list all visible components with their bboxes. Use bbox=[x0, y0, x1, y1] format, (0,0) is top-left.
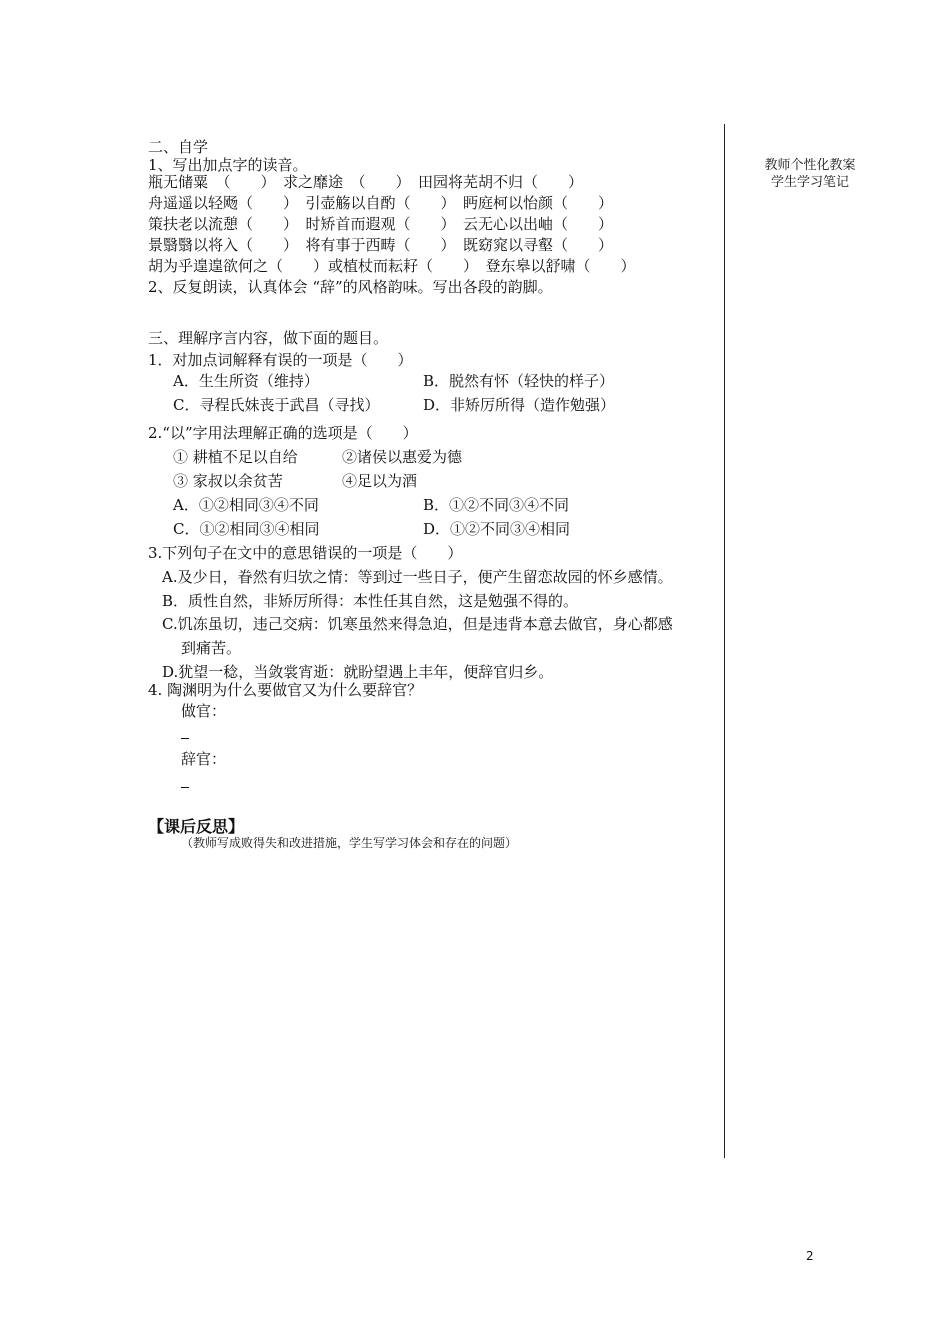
q2-option-a: A．①②相同③④不同 bbox=[173, 496, 319, 514]
q2-item-2: ②诸侯以惠爱为德 bbox=[342, 448, 463, 466]
answer-line bbox=[181, 787, 189, 788]
section3-heading: 三、理解序言内容，做下面的题目。 bbox=[148, 329, 389, 347]
q1-row-5: 胡为乎遑遑欲何之（ ）或植杖而耘耔（ ） 登东皋以舒啸（ ） bbox=[148, 257, 636, 275]
reflection-heading: 【课后反思】 bbox=[148, 817, 245, 836]
section3-q2-title: 2.“以”字用法理解正确的选项是（ ） bbox=[148, 424, 418, 442]
section3-q3-title: 3.下列句子在文中的意思错误的一项是（ ） bbox=[148, 544, 463, 562]
section3-q4-title: 4. 陶渊明为什么要做官又为什么要辞官？ bbox=[148, 681, 423, 699]
q2-item-3: ③ 家叔以余贫苦 bbox=[173, 472, 283, 490]
q1-row-4: 景翳翳以将入（ ） 将有事于西畴（ ） 既窈窕以寻壑（ ） bbox=[148, 236, 614, 254]
q1-option-d: D．非矫厉所得（造作勉强） bbox=[423, 396, 616, 414]
q1-row-1: 瓶无储粟 （ ） 求之靡途 （ ） 田园将芜胡不归（ ） bbox=[148, 173, 584, 191]
section2-q2-title: 2、反复朗读，认真体会 “辞”的风格韵味。写出各段的韵脚。 bbox=[148, 278, 553, 296]
q4-ciguan-label: 辞官： bbox=[181, 750, 227, 768]
column-divider bbox=[724, 124, 725, 1158]
q2-option-b: B．①②不同③④不同 bbox=[423, 496, 570, 514]
q3-option-c-line1: C.饥冻虽切，违己交病：饥寒虽然来得急迫，但是违背本意去做官，身心都感 bbox=[162, 615, 673, 633]
q3-option-d: D.犹望一稔，当敛裳宵逝：就盼望遇上丰年，便辞官归乡。 bbox=[162, 663, 554, 681]
q1-option-b: B．脱然有怀（轻快的样子） bbox=[423, 372, 615, 390]
q2-item-1: ① 耕植不足以自给 bbox=[173, 448, 298, 466]
q2-option-c: C．①②相同③④相同 bbox=[173, 520, 320, 538]
section2-q1-title: 1、写出加点字的读音。 bbox=[148, 156, 308, 174]
q2-item-4: ④足以为酒 bbox=[342, 472, 418, 490]
q1-row-3: 策扶老以流憩（ ） 时矫首而遐观（ ） 云无心以出岫（ ） bbox=[148, 215, 614, 233]
q3-option-a: A.及少日，眷然有归欤之情：等到过一些日子，便产生留恋故园的怀乡感情。 bbox=[162, 568, 673, 586]
sidebar-teacher-plan: 教师个性化教案 bbox=[764, 158, 856, 173]
q1-option-c: C．寻程氏妹丧于武昌（寻找） bbox=[173, 396, 380, 414]
answer-line bbox=[181, 738, 189, 739]
q1-option-a: A．生生所资（维持） bbox=[173, 372, 319, 390]
q3-option-b: B．质性自然，非矫厉所得：本性任其自然，这是勉强不得的。 bbox=[162, 592, 579, 610]
q3-option-c-line2: 到痛苦。 bbox=[181, 639, 242, 657]
q1-row-2: 舟遥遥以轻飏（ ） 引壶觞以自酌（ ） 眄庭柯以怡颜（ ） bbox=[148, 194, 614, 212]
section2-heading: 二、自学 bbox=[148, 138, 209, 156]
sidebar-student-notes: 学生学习笔记 bbox=[770, 175, 849, 190]
q4-zuoguan-label: 做官： bbox=[181, 702, 227, 720]
page-number: 2 bbox=[806, 1249, 814, 1263]
q2-option-d: D．①②不同③④相同 bbox=[423, 520, 571, 538]
section3-q1-title: 1．对加点词解释有误的一项是（ ） bbox=[148, 351, 413, 369]
reflection-note: （教师写成败得失和改进措施，学生写学习体会和存在的问题） bbox=[181, 836, 518, 850]
